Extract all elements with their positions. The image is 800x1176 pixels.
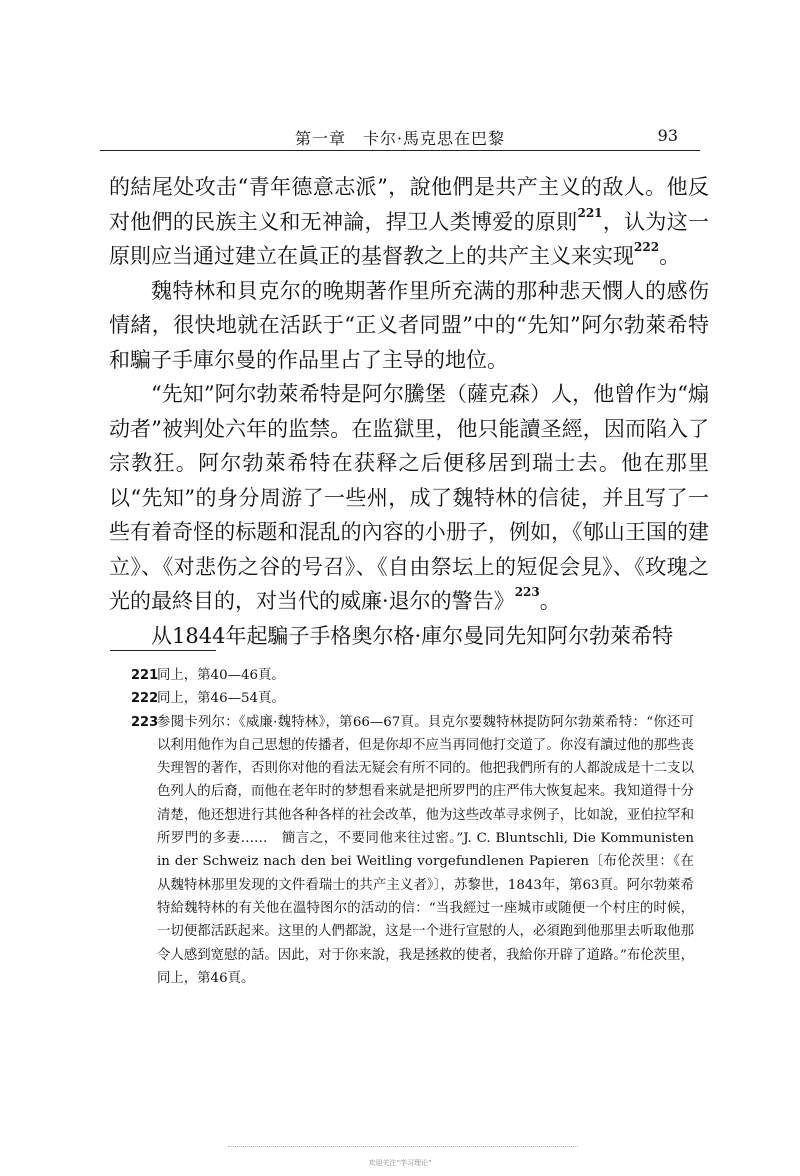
header-rule (100, 150, 700, 151)
paragraph-text: 的結尾处攻击“青年德意志派”，說他們是共产主义的敌人。他反对他們的民族主义和无神論，捍卫人类博爱的原則 (109, 175, 709, 234)
footnote-item (110, 664, 694, 687)
footnote-reference: 223 (514, 585, 540, 599)
paragraph-text: ，认为这一原則应当通过建立在眞正的基督教之上的共产主义来实现 (109, 209, 710, 268)
footnote-reference: 222 (634, 240, 660, 254)
body-paragraph (109, 274, 709, 378)
footnote-text: 同上，第46—54頁。 (157, 691, 285, 707)
footnotes (110, 664, 694, 990)
footnote-number: 221 (131, 668, 159, 683)
page-number: 93 (657, 126, 678, 145)
paragraph-text: 从1844年起騙子手格奥尔格·庫尔曼同先知阿尔勃萊希特 (151, 623, 674, 648)
paragraph-text: “先知”阿尔勃萊希特是阿尔騰堡（薩克森）人，他曾作为“煽动者”被判处六年的监禁。在监獄里，他只能讀圣經，因而陷入了宗教狂。阿尔勃萊希特在获释之后便移居到瑞士去。他在那里以“先知”的身分周游了一些州，成了魏特林的信徒，并且写了一些有着奇怪的标题和混乱的內容的小册子，例如，《郇山王国的建立》、《对悲伤之谷的号召》、《自由祭坛上的短促会見》、《玫瑰之光的最終目的，对当代的威廉·退尔的警告》 (109, 382, 709, 613)
footer-watermark: 欢迎关注“学习理论” (368, 1159, 432, 1167)
body-paragraph (109, 619, 709, 654)
footnote-reference: 221 (577, 205, 603, 220)
body-text (109, 170, 709, 653)
footnote-item (110, 711, 694, 991)
paragraph-text: 。 (539, 589, 561, 613)
footer-divider (228, 1146, 578, 1147)
footnote-item (110, 687, 694, 710)
footnote-number: 222 (131, 691, 159, 707)
footnote-text: 参閱卡列尔：《威廉·魏特林》，第66—67頁。貝克尔要魏特林提防阿尔勃萊希特：“你还可以利用他作为自己思想的传播者，但是你却不应当再同他打交道了。你沒有讀过他的那些丧失理智的著作，否則你对他的看法无疑会有所不同的。他把我們所有的人都說成是十二支以色列人的后裔，而他在老年时的梦想看来就是把所罗門的庄严伟大恢复起来。我知道得十分清楚，他还想进行其他各种各样的社会改革，他为这些改革寻求例子，比如說，亚伯拉罕和所罗門的多妻…… 簡言之，不要同他来往过密。”J. C. Bluntschli, Die Kommunisten in der Schweiz nach den bei Weitling vorgefundlenen Papieren〔布伦茨里：《在从魏特林那里发现的文件看瑞士的共产主义者》〕，苏黎世，1843年，第63頁。阿尔勃萊希特給魏特林的有关他在溫特图尔的活动的信：“当我經过一座城市或随便一个村庄的时候，一切便都活跃起来。这里的人們都說，这是一个进行宣慰的人，必須跑到他那里去听取他那令人感到宽慰的話。因此，对于你来說，我是拯救的使者，我給你开辟了道路。”布伦茨里，同上，第46頁。 (157, 714, 694, 986)
paragraph-text: 魏特林和貝克尔的晚期著作里所充满的那种悲天憫人的感伤情緒，很快地就在活跃于“正义者同盟”中的“先知”阿尔勃萊希特和騙子手庫尔曼的作品里占了主导的地位。 (109, 278, 709, 372)
chapter-title: 第一章 卡尔·馬克思在巴黎 (294, 129, 506, 148)
footnote-number: 223 (131, 714, 159, 730)
paragraph-text: 。 (659, 244, 681, 268)
running-header (100, 118, 700, 152)
footnote-text: 同上，第40—46頁。 (157, 668, 285, 683)
body-paragraph (109, 170, 709, 274)
body-paragraph (109, 377, 709, 619)
footnote-rule (110, 650, 216, 651)
